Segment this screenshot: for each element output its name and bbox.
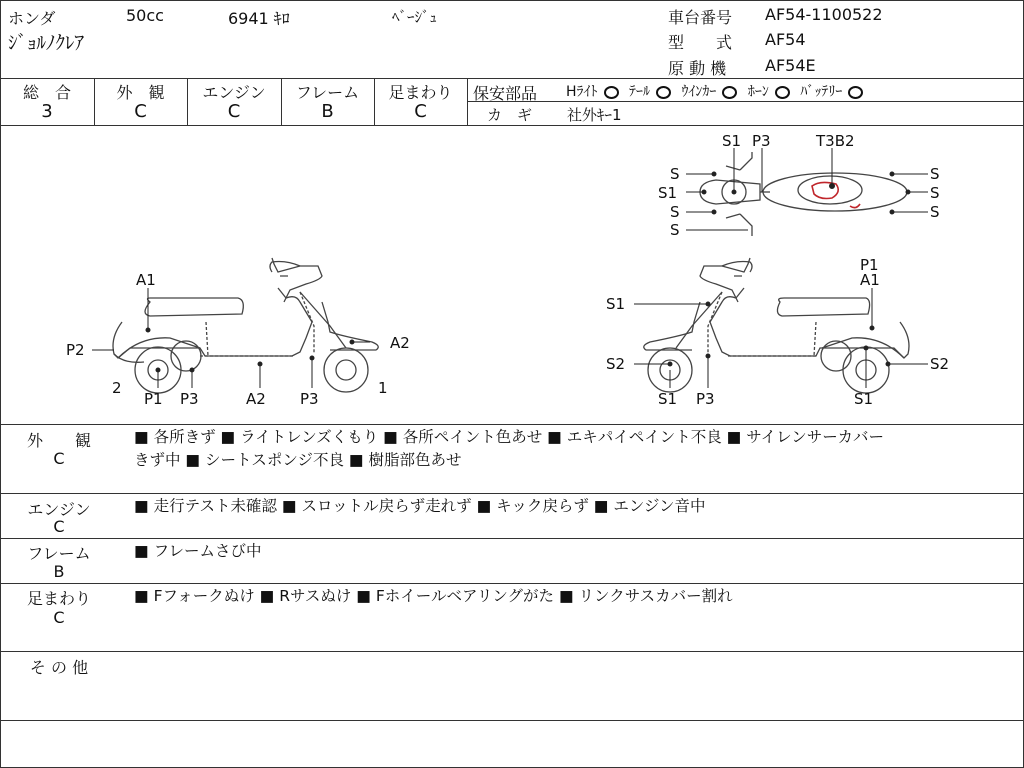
diagram-label: S [670,221,680,239]
diagram-label: P3 [696,390,715,408]
note-label-frame: フレーム [27,544,91,563]
divider [0,651,1024,652]
frame-grade: B [321,101,334,122]
diagram-label: P1 [144,390,163,408]
note-text-exterior-2: きず中 ■ シートスポンジ不良 ■ 樹脂部色あせ [134,451,462,469]
key-value: 社外ｷｰ1 [567,106,622,124]
exterior-label: 外 観 [116,83,165,102]
type-label: 型 式 [668,33,733,52]
engine-label: エンジン [202,83,266,102]
note-label-exterior: 外 観 [26,431,91,450]
damage-diagram [0,126,1024,424]
frame-label: フレーム [295,83,360,102]
safety-label: 保安部品 [473,84,538,103]
divider [0,78,1024,79]
safety-item: ﾃｰﾙ [628,84,650,100]
diagram-label: S2 [930,355,950,373]
color: ﾍﾞｰｼﾞｭ [392,8,438,26]
diagram-label: P3 [752,132,771,150]
safety-item: ﾊﾞｯﾃﾘｰ [800,84,843,100]
divider [0,424,1024,425]
suspension-grade: C [414,101,427,122]
ok-circle-icon [604,86,619,99]
note-text-engine: ■ 走行テスト未確認 ■ スロットル戻らず走れず ■ キック戻らず ■ エンジン音中 [134,497,706,515]
diagram-label: P3 [180,390,199,408]
frame-no-label: 車台番号 [668,8,733,27]
diagram-label: S [670,203,680,221]
diagram-label: A2 [246,390,266,408]
type-value: AF54 [765,30,806,49]
note-text-frame: ■ フレームさび中 [134,542,262,560]
diagram-label: S [930,203,940,221]
overall-label: 総 合 [22,83,71,102]
ok-circle-icon [656,86,671,99]
diagram-label: A1 [136,271,156,289]
diagram-label: A1 [860,271,880,289]
diagram-label: S1 [658,390,678,408]
divider [0,538,1024,539]
diagram-label: S2 [606,355,626,373]
diagram-label: P3 [300,390,319,408]
frame-no: AF54-1100522 [765,5,883,24]
suspension-label: 足まわり [388,83,453,102]
diagram-label: S1 [722,132,742,150]
diagram-label: A2 [390,334,410,352]
safety-item: ｳｲﾝｶｰ [681,84,717,100]
top-view-scooter [700,152,907,236]
key-label: カ ギ [487,106,533,124]
note-grade-engine: C [53,517,65,536]
note-label-engine: エンジン [27,500,91,519]
safety-item: Hﾗｲﾄ [566,84,598,100]
divider [0,493,1024,494]
diagram-label: S1 [606,295,626,313]
engine-type-label: 原 動 機 [668,59,727,78]
note-grade-frame: B [53,562,65,581]
mileage: 6941 ｷﾛ [228,9,290,28]
maker: ホンダ [8,9,56,28]
displacement: 50cc [126,6,164,25]
note-grade-exterior: C [53,449,65,468]
divider [0,583,1024,584]
ok-circle-icon [722,86,737,99]
diagram-label: T3B2 [816,132,855,150]
diagram-label: P1 [860,256,879,274]
engine-grade: C [227,101,241,122]
engine-type-value: AF54E [765,56,816,75]
diagram-label: S [930,165,940,183]
note-label-other: そ の 他 [29,658,89,677]
ok-circle-icon [848,86,863,99]
divider [0,720,1024,721]
overall-grade: 3 [41,101,53,122]
diagram-label: S [670,165,680,183]
exterior-grade: C [134,101,147,122]
ok-circle-icon [775,86,790,99]
safety-item: ﾎｰﾝ [747,84,769,100]
diagram-label: S1 [658,184,678,202]
diagram-label: P2 [66,341,85,359]
note-text-suspension: ■ Fフォークぬけ ■ Rサスぬけ ■ Fホイールベアリングがた ■ リンクサスカバー割れ [134,587,733,605]
note-label-suspension: 足まわり [26,589,91,608]
diagram-label: S1 [854,390,874,408]
note-grade-suspension: C [53,608,65,627]
note-text-exterior-1: ■ 各所きず ■ ライトレンズくもり ■ 各所ペイント色あせ ■ エキパイペイント不良 ■ サイレンサーカバー [134,428,884,446]
model-name: ｼﾞｮﾙﾉｸﾚｱ [8,32,85,54]
safety-items [566,81,869,101]
diagram-label: S [930,184,940,202]
diagram-label: 1 [378,379,388,397]
divider [467,101,1024,102]
diagram-label: 2 [112,379,122,397]
